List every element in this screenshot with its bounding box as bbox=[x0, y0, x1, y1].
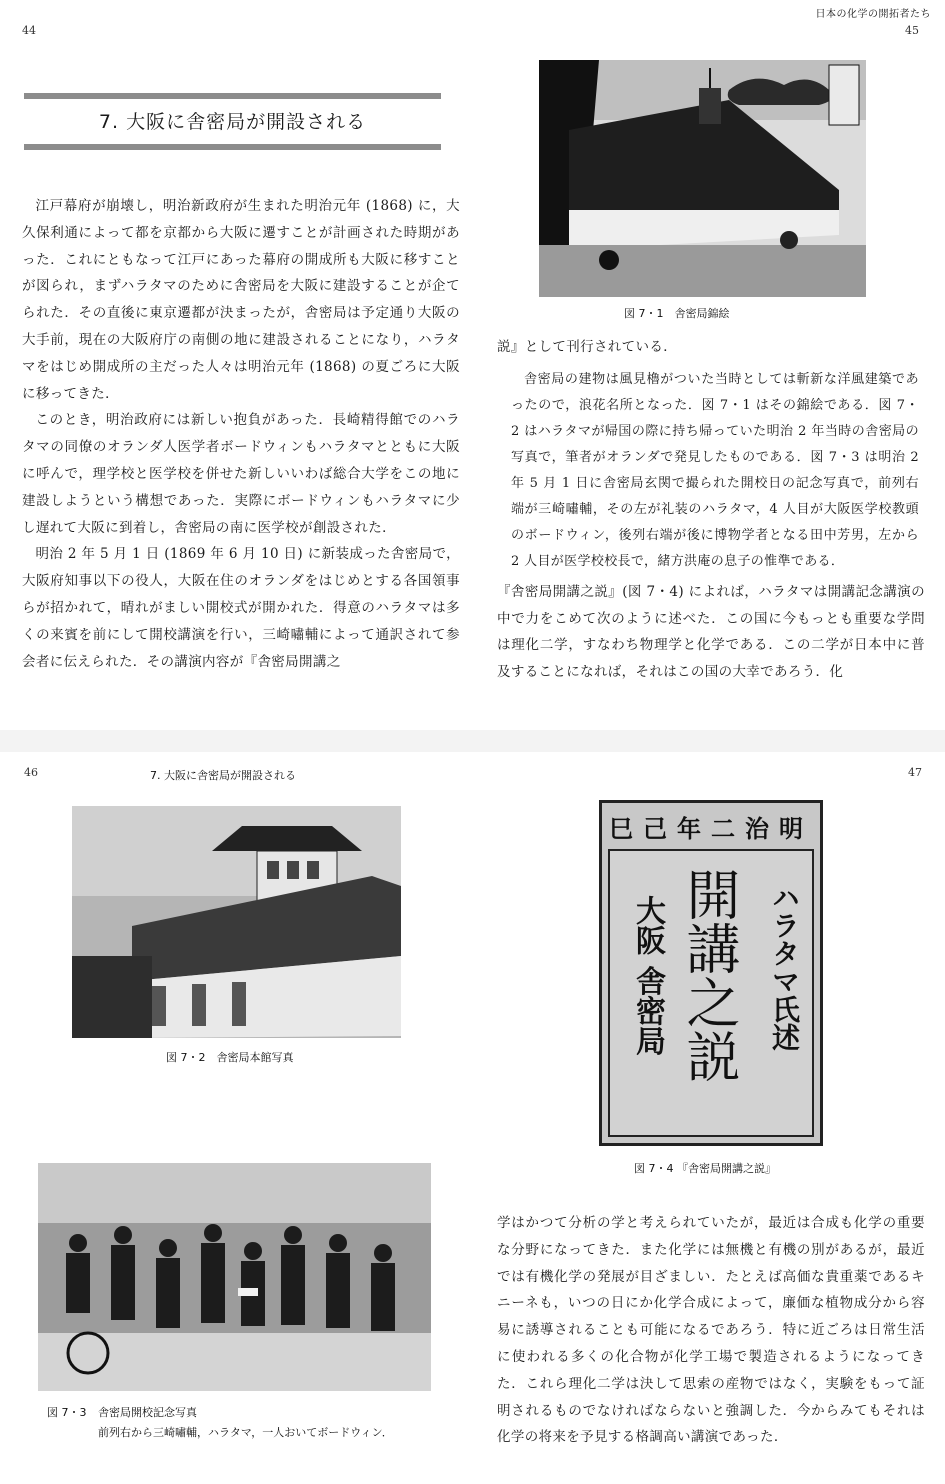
running-title-46: 7. 大阪に舎密局が開設される bbox=[150, 769, 296, 782]
page-number-46: 46 bbox=[24, 766, 38, 779]
woodblock-illustration bbox=[539, 60, 866, 297]
figure-7-3-caption-line-2: 前列右から三崎嘯輔，ハラタマ，一人おいてボードウィン． bbox=[98, 1426, 393, 1439]
paragraph-continued: 説』として刊行されている． bbox=[497, 339, 678, 355]
page-number-44: 44 bbox=[22, 24, 36, 37]
figure-7-1-woodblock-print bbox=[539, 60, 866, 297]
chapter-title-band bbox=[24, 93, 441, 150]
figure-7-2-caption: 図 7・2 舎密局本館写真 bbox=[166, 1051, 294, 1064]
paragraph-3: 明治 2 年 5 月 1 日 (1869 年 6 月 10 日) に新装成った舎密局で，大阪府知事以下の役人，大阪在住のオランダをはじめとする各国領事らが招かれて，晴れがましい開校式が開かれた．得意のハラタマは多くの来賓を前にして開校講演を行い，三崎嘯輔によって通訳されて参会者に伝えられた．その講演内容が『舎密局開講之 bbox=[22, 546, 460, 670]
group-photo bbox=[38, 1163, 431, 1391]
paragraph-5: 『舎密局開講之説』(図 7・4) によれば，ハラタマは開講記念講演の中で力をこめて次のように述べた．この国に今もっとも重要な学問は理化二学，すなわち物理学と化学である．この二学が日本中に普及することになれば，それはこの国の大幸であろう．化 bbox=[497, 583, 925, 681]
paragraph-4: 舎密局の建物は風見櫓がついた当時としては斬新な洋風建築であったので，浪花名所となった．図 7・1 はその錦絵である．図 7・2 はハラタマが帰国の際に持ち帰っていた明治 2 年当時の舎密局の写真で，筆者がオランダで発見したものである．図 7・3 は明治 2 年 5 月 1 日に舎密局玄関で撮られた開校日の記念写真で，前列右端が三崎嘯輔，その左が礼装のハラタマ，4 人目が大阪医学校教頭のボードウィン，後列右端が後に博物学者となる田中芳男，左から 2 人目が医学校校長で，緒方洪庵の息子の惟準である． bbox=[511, 371, 919, 569]
figure-7-4-caption: 図 7・4 『舎密局開講之説』 bbox=[634, 1162, 776, 1175]
cover-author-vertical: ハラタマ氏述 bbox=[768, 883, 801, 1051]
cover-publisher-vertical: 大阪 舎密局 bbox=[630, 895, 665, 1056]
figure-7-4-book-cover bbox=[599, 800, 823, 1146]
page-47-body bbox=[497, 1210, 925, 1476]
page-45-body bbox=[497, 334, 925, 724]
figure-7-1-caption: 図 7・1 舎密局錦絵 bbox=[624, 307, 730, 320]
figure-7-3-caption-line-1: 舎密局開校記念写真 bbox=[98, 1406, 197, 1419]
building-photo bbox=[72, 806, 401, 1038]
figure-7-3-photo bbox=[38, 1163, 431, 1391]
figure-7-2-photo bbox=[72, 806, 401, 1038]
page-number-45: 45 bbox=[905, 24, 919, 37]
series-header: 日本の化学の開拓者たち bbox=[815, 9, 931, 20]
title-rule-top bbox=[24, 93, 441, 99]
spread-divider bbox=[0, 730, 945, 752]
cover-title-vertical: 開講之説 bbox=[678, 867, 741, 1083]
page-number-47: 47 bbox=[908, 766, 922, 779]
cover-top-line: 明治二年己巳 bbox=[609, 814, 813, 843]
title-rule-bottom bbox=[24, 144, 441, 150]
paragraph-1: 江戸幕府が崩壊し，明治新政府が生まれた明治元年 (1868) に，大久保利通によって都を京都から大阪に遷すことが計画された時期があった．これにともなって江戸にあった幕府の開成所も大阪に移すことが図られ，まずハラタマのために舎密局を大阪に建設することが企てられた．その直後に東京遷都が決まったが，舎密局は予定通り大阪の大手前，現在の大阪府庁の南側の地に建設されることになり，ハラタマをはじめ開成所の主だった人々は明治元年 (1868) の夏ごろに大阪に移ってきた． bbox=[22, 198, 460, 402]
paragraph-2: このとき，明治政府には新しい抱負があった．長崎精得館でのハラタマの同僚のオランダ人医学者ボードウィンもハラタマとともに大阪に呼んで，理学校と医学校を併せた新しいいわば総合大学をこの地に建設しようという構想であった．実際にボードウィンもハラタマに少し遅れて大阪に到着し，舎密局の南に医学校が創設された． bbox=[22, 412, 460, 536]
page-44-body bbox=[22, 193, 460, 723]
chapter-title: 7. 大阪に舎密局が開設される bbox=[98, 111, 367, 133]
figure-7-3-label: 図 7・3 bbox=[47, 1406, 87, 1419]
paragraph-6: 学はかつて分析の学と考えられていたが，最近は合成も化学の重要な分野になってきた．また化学には無機と有機の別があるが，最近では有機化学の発展が目ざましい．たとえば高価な貴重薬であるキニーネも，いつの日にか化学合成によって，廉価な植物成分から容易に誘導されることも可能になるであろう．特に近ごろは日常生活に使われる多くの化合物が化学工場で製造されるようになってきた．これら理化二学は決して思索の産物ではなく，実験をもって証明されるものでなければならないと強調した．今からみてもそれは化学の将来を予見する格調高い講演であった． bbox=[497, 1215, 925, 1446]
